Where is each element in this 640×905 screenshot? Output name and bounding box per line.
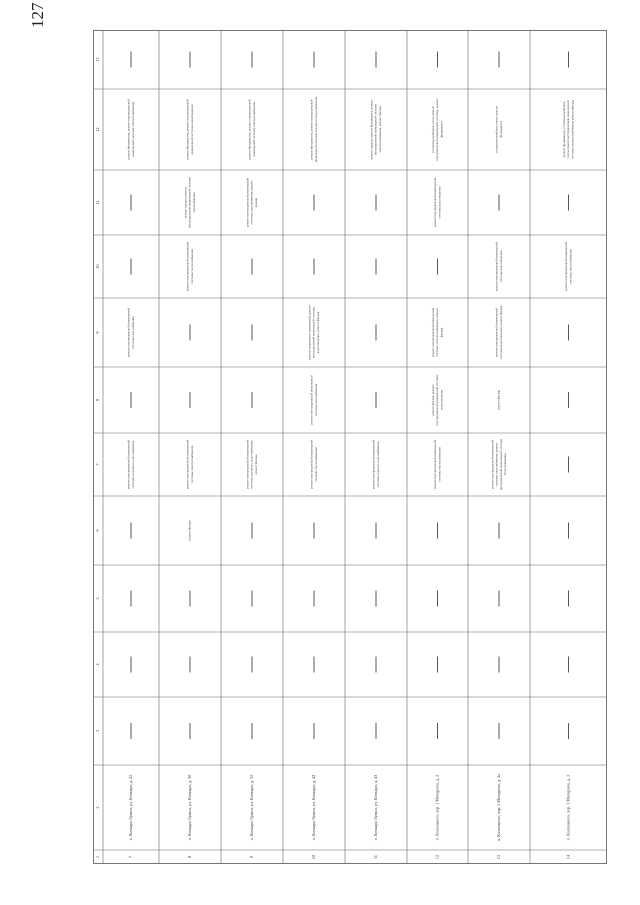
table-cell-text: водоотведения, ремонт фасада <box>315 311 320 354</box>
table-cell-text: системы теплоснабжения <box>437 447 442 482</box>
table-cell-text: водоотведения <box>439 390 444 410</box>
table-cell-text: ремонт внутридомовой инженерной <box>371 439 376 490</box>
table-cell-text: учета, ремонт внутридомовой инженерной <box>566 100 571 159</box>
row-address: п. Колпашино, пер. 1 Мичурина, д. 3 <box>565 774 571 841</box>
table-cell-text: крыши <box>253 197 258 208</box>
row-address: п. Колпашино, пер. 1 Мичурина, д. 2а <box>495 773 501 842</box>
table-cell-text: ремонт фундамента, ремонт внутридомовой <box>247 99 252 160</box>
column-header-number: 7 <box>94 463 100 466</box>
column-header-number: 12 <box>94 127 100 132</box>
column-header-number: 10 <box>94 264 100 269</box>
table-cell-text: ремонт внутридомовой инженерной <box>490 439 495 490</box>
table-cell-text: фундамента <box>498 121 503 138</box>
table-cell-text: ремонт внутридомовой инженерной <box>309 439 314 490</box>
column-header-number: 4 <box>94 663 100 666</box>
column-header-number: 8 <box>94 399 100 401</box>
column-header-number: 1 <box>94 856 100 858</box>
table-cell-text: системы электроснабжения <box>189 445 194 484</box>
table-cell-text: ремонт внутридомовой инженерной <box>494 241 499 292</box>
table-cell-text: внутридомовой инженерной системы, ремонт <box>435 98 440 161</box>
column-header-number: 6 <box>94 529 100 532</box>
row-number: 8 <box>186 855 192 859</box>
table-cell-text: системы горячего водоснабжения <box>375 441 380 488</box>
table-cell-text: системы газоснабжения, ремонт <box>494 442 499 487</box>
table-cell-text: ремонт внутридомовой инженерной <box>185 241 190 292</box>
table-cell-text: внутридомовой инженерной системы <box>311 307 316 358</box>
table-cell-text: ремонт внутридомовой инженерной <box>433 177 438 228</box>
document-table <box>93 30 607 864</box>
table-cell-text: ремонт внутридомовой инженерной <box>245 177 250 228</box>
column-header-number: 5 <box>94 597 100 600</box>
row-address: п. Кочкари Лужки, ул. Кочкари, д. 35 <box>248 774 254 841</box>
table-cell-text: ремонт крыши, ремонт <box>183 186 188 219</box>
table-cell-text: газоснабжения <box>191 192 196 213</box>
column-header-number: 9 <box>94 331 100 334</box>
table-cell-text: установка приборов учета, ремонт <box>431 106 436 153</box>
row-address: п. Кочкари Лужки, ул. Кочкари, д. 43 <box>372 774 378 841</box>
table-cell-text: электроснабжения, ремонт фасада <box>377 106 382 153</box>
table-cell-text: ремонт внутридомовой инженерной <box>433 439 438 490</box>
table-cell-text: ремонт подвальных помещений, ремонт <box>307 305 312 360</box>
table-cell-text: ремонт внутридомовой инженерной <box>431 307 436 358</box>
table-cell-text: инженерной системы электроснабжения <box>130 102 135 157</box>
row-number: 9 <box>248 855 254 859</box>
table-cell-text: ремонт внутридомовой инженерной <box>245 439 250 490</box>
table-cell-text: ремонт фасада, ремонт <box>431 384 436 416</box>
row-address: п. Кочкари Лужки, ул. Кочкари, д. 30 <box>186 774 192 841</box>
column-header-number: 13 <box>94 57 100 62</box>
row-number: 12 <box>434 854 440 860</box>
column-header-number: 2 <box>94 806 100 809</box>
table-cell-text: ремонт фундамента, установка приборов <box>562 101 567 158</box>
table-cell-text: инженерной системы водоотведения <box>189 104 194 155</box>
table-cell-text: ремонт крыши, ремонт фундамента, ремонт <box>369 99 374 160</box>
table-border <box>94 31 607 864</box>
column-header-number: 11 <box>94 200 100 205</box>
table-cell-text: установка приборов учета, ремонт <box>494 106 499 153</box>
table-cell-text: ремонт фасада <box>187 520 192 541</box>
table-cell-text: системы холодного водоснабжения, <box>249 440 254 489</box>
row-number: 7 <box>127 855 133 859</box>
row-address: п. Кочкари Лужки, ул. Кочкари, д. 42 <box>310 774 316 841</box>
table-cell-text: ремонт внутридомовой инженерной <box>309 375 314 425</box>
table-cell-text: системы электроснабжения, ремонт <box>435 308 440 357</box>
table-cell-text: внутридомовой инженерной системы <box>498 439 503 490</box>
table-cell-text: ремонт внутридомовой инженерной <box>564 241 569 292</box>
table-cell-text: инженерной системы электроснабжения <box>251 102 256 157</box>
table-cell-text: системы газоснабжения <box>313 383 318 417</box>
table-cell-text: ремонт фундамента, ремонт внутридомовой <box>126 99 131 160</box>
table-cell-text: инженерной системы холодного водоснабжения <box>313 96 318 163</box>
table-cell-text: системы электроснабжения, ремонт фасада <box>570 100 575 159</box>
table-cell-text: фундамента <box>439 121 444 138</box>
table-cell-text: системы теплоснабжения <box>313 447 318 482</box>
row-address: п. Колпашино, пер. 1 Мичурина, д. 2 <box>434 774 440 841</box>
row-number: 11 <box>372 854 378 860</box>
table-cell-text: внутридомовой инженерной системы <box>435 374 440 426</box>
table-cell-text: ремонт внутридомовой инженерной <box>126 439 131 490</box>
table-cell-text: системы теплоснабжения <box>189 249 194 284</box>
table-cell-text: внутридомовой инженерной системы <box>187 177 192 228</box>
table-cell-text: ремонт внутридомовой инженерной <box>126 307 131 358</box>
row-number: 10 <box>310 854 316 860</box>
table-cell-text: системы газоснабжения <box>130 316 135 349</box>
table-cell-text: системы водоотведения <box>437 186 442 219</box>
table-cell-text: фасада <box>439 327 444 338</box>
table-cell-text: системы теплоснабжения <box>568 249 573 284</box>
table-cell-text: ремонт фундамента, ремонт внутридомовой <box>309 99 314 160</box>
column-header-number: 3 <box>94 730 100 732</box>
table-cell-text: системы холодного водоснабжения <box>130 440 135 489</box>
table-cell-text: ремонт фундамента, ремонт внутридомовой <box>185 99 190 160</box>
table-cell-text: внутридомовой инженерной системы <box>373 104 378 155</box>
row-number: 13 <box>495 854 501 860</box>
row-address: п. Кочкари Лужки, ул. Кочкари, д. 25 <box>127 774 133 841</box>
table-cell-text: системы водоотведения <box>498 250 503 283</box>
table-cell-text: системы водоотведения, ремонт фасада <box>498 305 503 360</box>
table-cell-text: теплоснабжения <box>503 453 508 476</box>
row-number: 14 <box>565 854 571 860</box>
table-cell-text: ремонт фасада <box>496 390 501 410</box>
table-cell-text: ремонт внутридомовой инженерной <box>494 307 499 358</box>
page-number: 127 <box>28 2 47 28</box>
table-cell-text: ремонт фасада <box>253 454 258 475</box>
table-cell-text: системы газоснабжения, ремонт <box>249 180 254 225</box>
table-cell-text: ремонт внутридомовой инженерной <box>185 439 190 490</box>
